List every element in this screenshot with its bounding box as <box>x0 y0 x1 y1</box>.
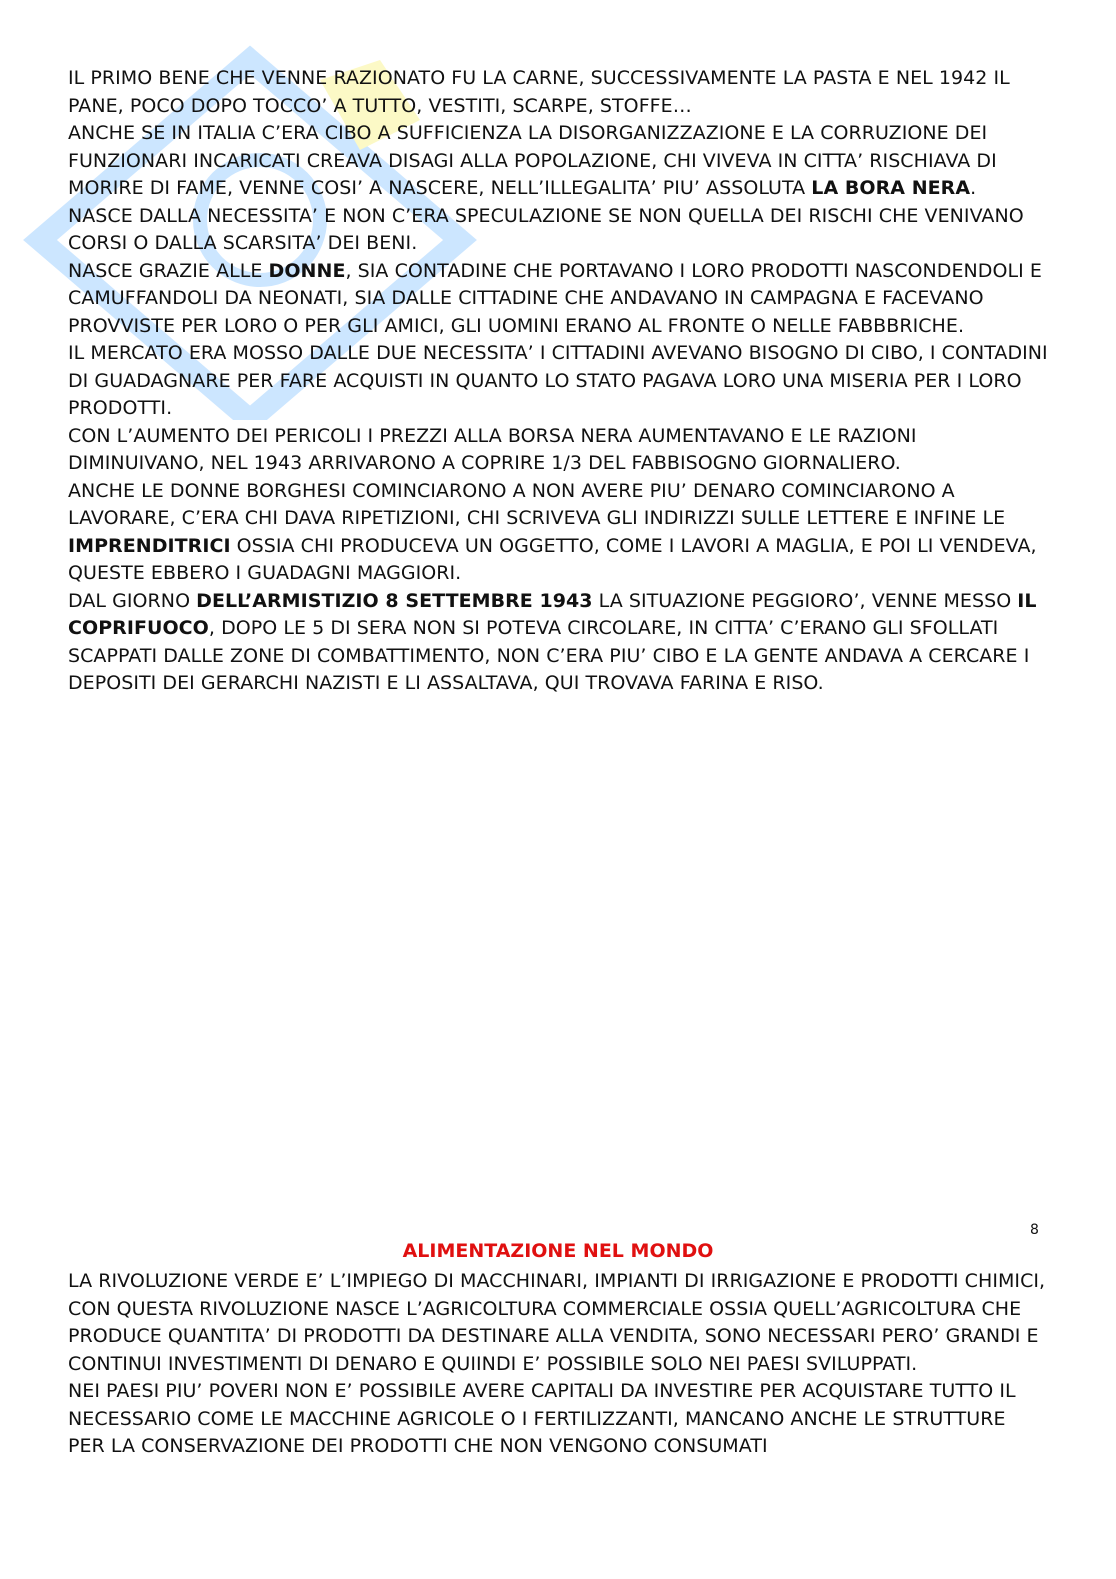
page-number: 8 <box>1030 1222 1039 1238</box>
text-run: ANCHE SE IN ITALIA C’ERA CIBO A SUFFICIENZA LA DISORGANIZZAZIONE E LA CORRUZIONE DEI FUNZIONARI INCARICATI CREAVA DISAGI ALLA POPOLAZIONE, CHI VIVEVA IN CITTA’ RISCHIAVA DI MORIRE DI FAME, VENNE COSI’ A NASCERE, NELL’ILLEGALITA’ PIU’ ASSOLUTA <box>68 122 997 199</box>
paragraph <box>68 120 1048 203</box>
text-run: OSSIA CHI PRODUCEVA UN OGGETTO, COME I LAVORI A MAGLIA, E POI LI VENDEVA, QUESTE EBBERO I GUADAGNI MAGGIORI. <box>68 534 1037 584</box>
section-heading: ALIMENTAZIONE NEL MONDO <box>402 1240 714 1262</box>
paragraph <box>68 1378 1048 1461</box>
text-run: NASCE GRAZIE ALLE <box>68 259 269 282</box>
text-run: NEI PAESI PIU’ POVERI NON E’ POSSIBILE AVERE CAPITALI DA INVESTIRE PER ACQUISTARE TUTTO IL NECESSARIO COME LE MACCHINE AGRICOLE O I FERTILIZZANTI, MANCANO ANCHE LE STRUTTURE PER LA CONSERVAZIONE DEI PRODOTTI CHE NON VENGONO CONSUMATI <box>68 1380 1016 1457</box>
bold-text: LA BORA NERA <box>811 177 971 199</box>
text-run: , SIA CONTADINE CHE PORTAVANO I LORO PRODOTTI NASCONDENDOLI E CAMUFFANDOLI DA NEONATI, SIA DALLE CITTADINE CHE ANDAVANO IN CAMPAGNA E FACEVANO PROVVISTE PER LORO O PER GLI AMICI, GLI UOMINI ERANO AL FRONTE O NELLE FABBBRICHE. <box>68 259 1042 337</box>
bold-text: IL COPRIFUOCO <box>68 589 1037 639</box>
text-run: , DOPO LE 5 DI SERA NON SI POTEVA CIRCOLARE, IN CITTA’ C’ERANO GLI SFOLLATI SCAPPATI DALLE ZONE DI COMBATTIMENTO, NON C’ERA PIU’ CIBO E LA GENTE ANDAVA A CERCARE I DEPOSITI DEI GERARCHI NAZISTI E LI ASSALTAVA, QUI TROVAVA FARINA E RISO. <box>68 617 1030 694</box>
paragraph <box>68 258 1048 341</box>
text-run: NASCE DALLA NECESSITA’ E NON C’ERA SPECULAZIONE SE NON QUELLA DEI RISCHI CHE VENIVANO CORSI O DALLA SCARSITA’ DEI BENI. <box>68 204 1024 254</box>
paragraph <box>68 203 1048 258</box>
text-run: LA SITUAZIONE PEGGIORO’, VENNE MESSO <box>592 589 1018 612</box>
text-run: ANCHE LE DONNE BORGHESI COMINCIARONO A NON AVERE PIU’ DENARO COMINCIARONO A LAVORARE, C’ERA CHI DAVA RIPETIZIONI, CHI SCRIVEVA GLI INDIRIZZI SULLE LETTERE E INFINE LE <box>68 479 1006 529</box>
top-text-block <box>68 65 1048 698</box>
paragraph <box>68 340 1048 423</box>
bold-text: DELL’ARMISTIZIO 8 SETTEMBRE 1943 <box>196 589 593 612</box>
text-run: IL PRIMO BENE CHE VENNE RAZIONATO FU LA CARNE, SUCCESSIVAMENTE LA PASTA E NEL 1942 IL PANE, POCO DOPO TOCCO’ A TUTTO, VESTITI, SCARPE, STOFFE… <box>68 67 1010 117</box>
paragraph <box>68 1268 1048 1378</box>
paragraph <box>68 65 1048 120</box>
text-run: DAL GIORNO <box>68 589 197 612</box>
paragraph <box>68 588 1048 698</box>
text-run: LA RIVOLUZIONE VERDE E’ L’IMPIEGO DI MACCHINARI, IMPIANTI DI IRRIGAZIONE E PRODOTTI CHIMICI, CON QUESTA RIVOLUZIONE NASCE L’AGRICOLTURA COMMERCIALE OSSIA QUELL’AGRICOLTURA CHE PRODUCE QUANTITA’ DI PRODOTTI DA DESTINARE ALLA VENDITA, SONO NECESSARI PERO’ GRANDI E CONTINUI INVESTIMENTI DI DENARO E QUIINDI E’ POSSIBILE SOLO NEI PAESI SVILUPPATI. <box>68 1270 1046 1375</box>
text-run: CON L’AUMENTO DEI PERICOLI I PREZZI ALLA BORSA NERA AUMENTAVANO E LE RAZIONI DIMINUIVANO, NEL 1943 ARRIVARONO A COPRIRE 1/3 DEL FABBISOGNO GIORNALIERO. <box>68 424 917 474</box>
bold-text: IMPRENDITRICI <box>68 534 231 557</box>
paragraph <box>68 423 1048 478</box>
paragraph <box>68 478 1048 588</box>
bold-text: DONNE <box>268 259 346 282</box>
text-run: IL MERCATO ERA MOSSO DALLE DUE NECESSITA’ I CITTADINI AVEVANO BISOGNO DI CIBO, I CONTADINI DI GUADAGNARE PER FARE ACQUISTI IN QUANTO LO STATO PAGAVA LORO UNA MISERIA PER I LORO PRODOTTI. <box>68 342 1048 419</box>
text-run: . <box>970 177 977 199</box>
bottom-text-block <box>68 1268 1048 1461</box>
